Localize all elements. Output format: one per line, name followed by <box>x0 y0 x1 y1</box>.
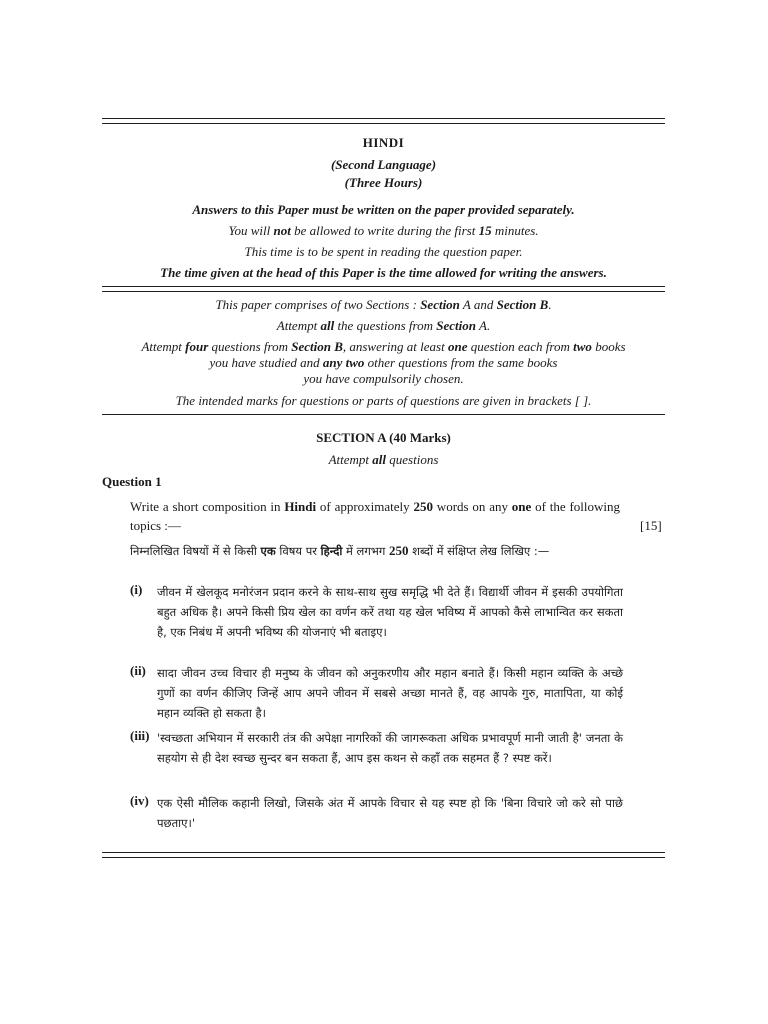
topic-number: (ii) <box>130 663 146 678</box>
top-double-rule <box>102 118 665 124</box>
section-divider-rule <box>102 414 665 415</box>
structure-line-4: you have studied and any two other questions from the same books <box>209 355 558 370</box>
structure-line-1: This paper comprises of two Sections : Section A and Section B. <box>215 297 552 312</box>
paper-title: HINDI <box>362 135 405 150</box>
instruction-line-2: You will not be allowed to write during the first 15 minutes. <box>228 223 539 238</box>
question-english-prompt: Write a short composition in Hindi of approximately 250 words on any one of the following topics :— <box>130 499 621 533</box>
middle-double-rule <box>102 286 665 292</box>
instruction-line-3: This time is to be spent in reading the question paper. <box>244 244 523 259</box>
topic-number: (i) <box>130 582 143 597</box>
topic-text: जीवन में खेलकूद मनोरंजन प्रदान करने के साथ-साथ सुख समृद्धि भी देते हैं। विद्यार्थी जीवन में इसकी उपयोगिता बहुत अधिक है। अपने किसी प्रिय खेल का वर्णन करें तथा यह खेल भविष्य में आपको कैसे लाभान्वित कर सकता है, एक निबंध में अपनी भविष्य की योजनाएं भी बताइए। <box>157 585 623 639</box>
question-hindi-prompt: निम्नलिखित विषयों में से किसी एक विषय पर हिन्दी में लगभग 250 शब्दों में संक्षिप्त लेख लिखिए :— <box>130 543 550 558</box>
structure-line-5: you have compulsorily chosen. <box>303 371 464 386</box>
topic-text: सादा जीवन उच्च विचार ही मनुष्य के जीवन को अनुकरणीय और महान बनाते हैं। किसी महान व्यक्ति के अच्छे गुणों का वर्णन कीजिए जिन्हें आप अपने जीवन में सबसे अच्छा मानते हैं, वह आपके गुरु, मातापिता, या कोई महान व्यक्ति हो सकता है। <box>157 666 623 720</box>
section-a-attempt: Attempt all questions <box>328 452 439 467</box>
section-a-heading: SECTION A (40 Marks) <box>316 430 451 445</box>
instruction-line-4: The time given at the head of this Paper is the time allowed for writing the answers. <box>160 265 607 280</box>
structure-line-6: The intended marks for questions or parts of questions are given in brackets [ ]. <box>175 393 592 408</box>
topic-number: (iv) <box>130 793 149 808</box>
question-label: Question 1 <box>102 474 162 489</box>
topic-text: एक ऐसी मौलिक कहानी लिखो, जिसके अंत में आपके विचार से यह स्पष्ट हो कि 'बिना विचारे जो करे सो पाछे पछताए।' <box>157 796 623 830</box>
paper-subtitle: (Second Language) <box>330 157 437 172</box>
paper-duration: (Three Hours) <box>344 175 423 190</box>
structure-line-3: Attempt four questions from Section B, answering at least one question each from two books <box>141 339 626 354</box>
question-marks: [15] <box>640 518 662 533</box>
bottom-double-rule <box>102 852 665 858</box>
structure-line-2: Attempt all the questions from Section A. <box>276 318 491 333</box>
topic-text: 'स्वच्छता अभियान में सरकारी तंत्र की अपेक्षा नागरिकों की जागरूकता अधिक प्रभावपूर्ण मानी जाती है' जनता के सहयोग से ही देश स्वच्छ सुन्दर बन सकता हैं, आप इस कथन से कहाँ तक सहमत हैं ? स्पष्ट करें। <box>157 731 623 765</box>
instruction-line-1: Answers to this Paper must be written on the paper provided separately. <box>192 202 575 217</box>
topic-number: (iii) <box>130 728 150 743</box>
